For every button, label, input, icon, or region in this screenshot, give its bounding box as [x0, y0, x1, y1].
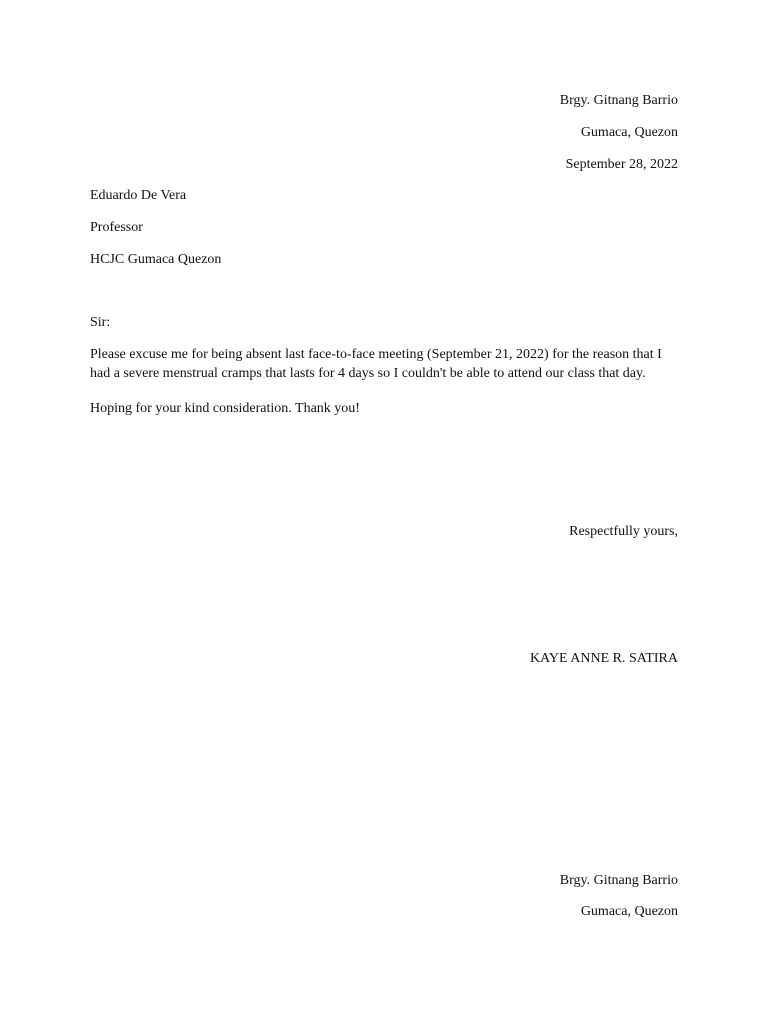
letter-date: September 28, 2022: [565, 157, 678, 172]
recipient-title: Professor: [90, 220, 143, 235]
closing: Respectfully yours,: [569, 524, 678, 539]
next-page-address-line1: Brgy. Gitnang Barrio: [559, 873, 678, 888]
sender-address-line1: Brgy. Gitnang Barrio: [559, 93, 678, 108]
salutation: Sir:: [90, 315, 111, 330]
body-paragraph-1: Please excuse me for being absent last face-to-face meeting (September 21, 2022) for the reason that I had a severe menstrual cramps that lasts for 4 days so I couldn't be able to attend our class that day.: [90, 347, 662, 381]
signatory-name: KAYE ANNE R. SATIRA: [529, 651, 678, 666]
next-page-address-line2: Gumaca, Quezon: [580, 904, 678, 919]
body-paragraph-2: Hoping for your kind consideration. Thank you!: [90, 401, 360, 416]
recipient-name: Eduardo De Vera: [90, 188, 187, 203]
sender-address-line2: Gumaca, Quezon: [580, 125, 678, 140]
recipient-institution: HCJC Gumaca Quezon: [90, 252, 222, 267]
